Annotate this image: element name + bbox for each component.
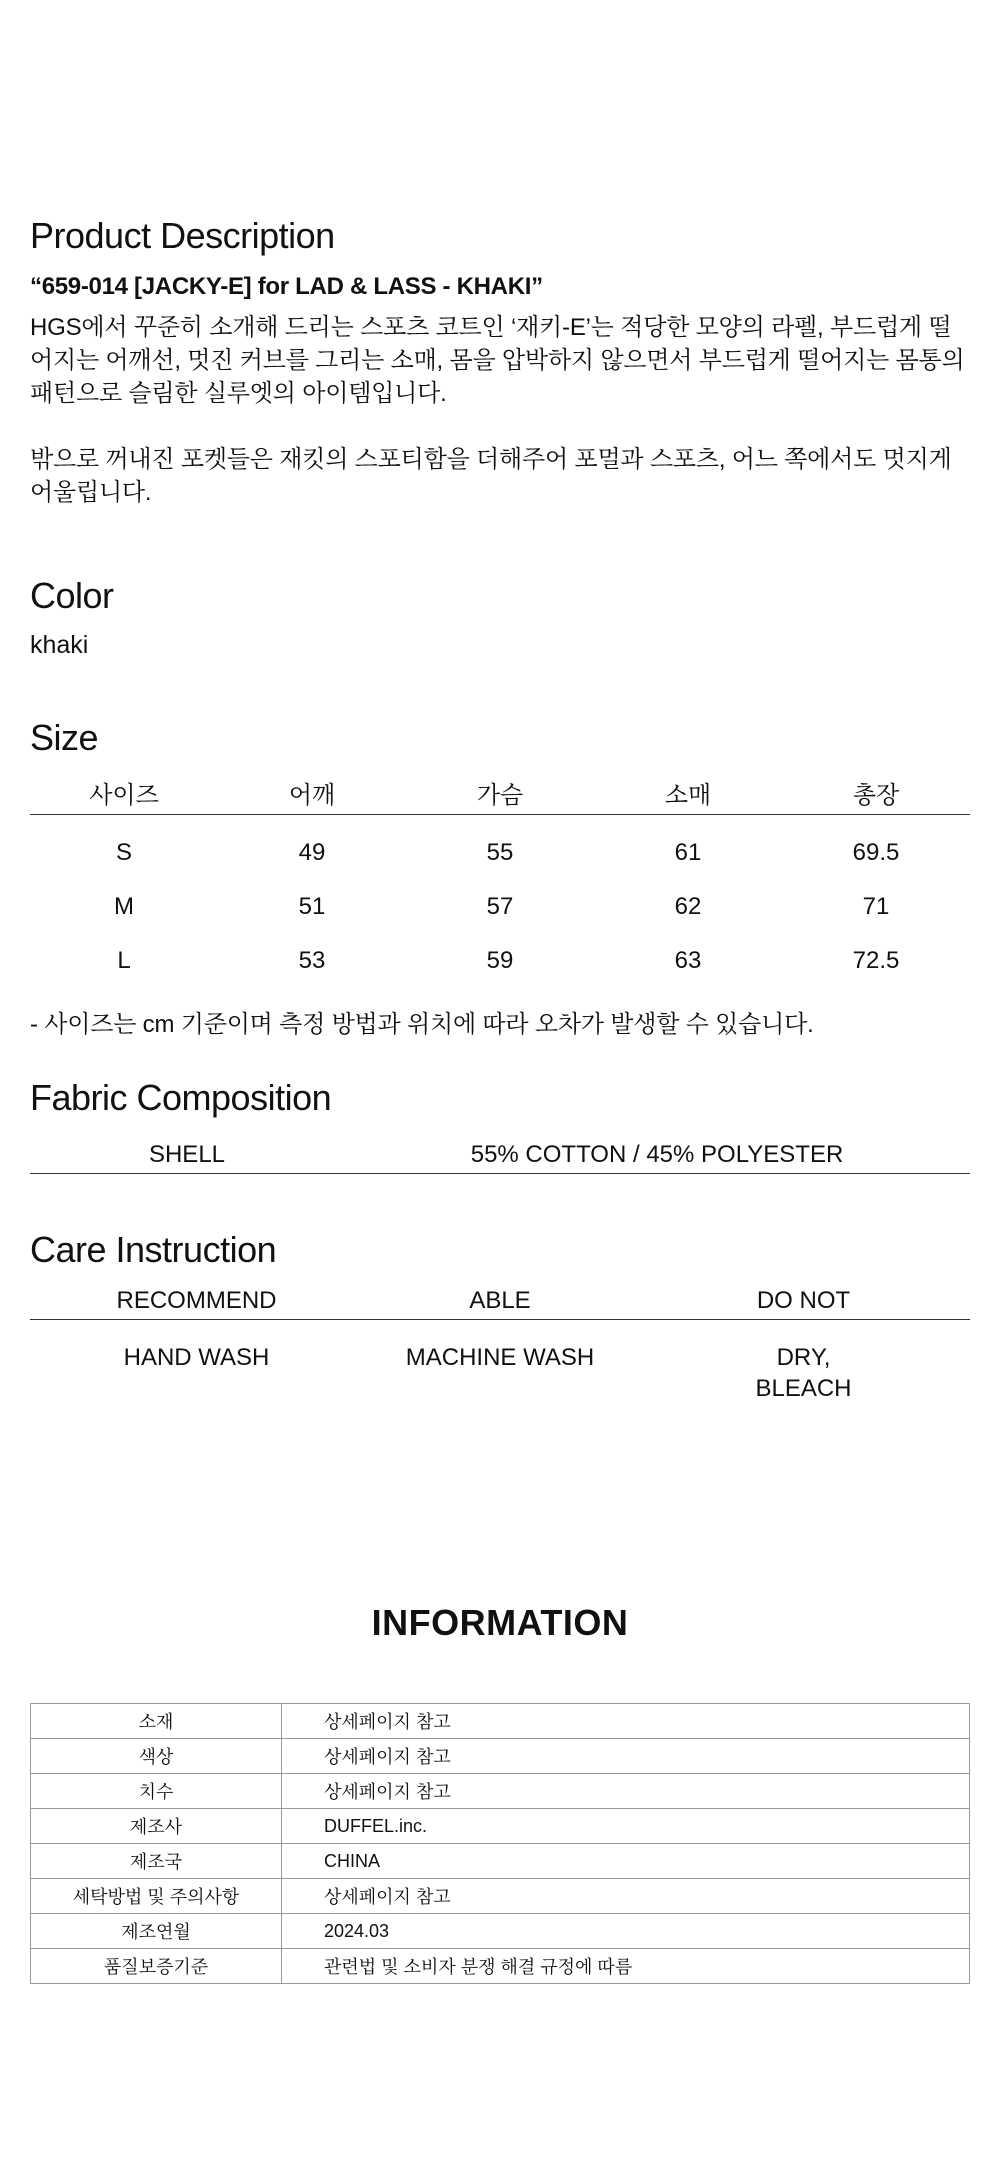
description-paragraph-2: 밖으로 꺼내진 포켓들은 재킷의 스포티함을 더해주어 포멀과 스포츠, 어느 쪽에서도 멋지게 어울립니다. [30, 446, 952, 506]
care-section [30, 1229, 970, 1405]
size-note: - 사이즈는 cm 기준이며 측정 방법과 위치에 따라 오차가 발생할 수 있습니다. [30, 1011, 814, 1038]
info-value: DUFFEL.inc. [282, 1809, 970, 1844]
table-row [31, 1844, 970, 1879]
table-row [30, 934, 970, 988]
care-col-header: RECOMMEND [30, 1287, 363, 1320]
info-value: 상세페이지 참고 [282, 1739, 970, 1774]
info-value: 상세페이지 참고 [282, 1704, 970, 1739]
fabric-label: SHELL [30, 1135, 344, 1174]
table-row [31, 1914, 970, 1949]
product-description-section [30, 215, 970, 509]
table-cell: 51 [298, 893, 326, 920]
size-header-row [30, 775, 970, 815]
info-key: 제조사 [31, 1809, 282, 1844]
care-table [30, 1287, 970, 1405]
care-donot-value [637, 1320, 970, 1406]
care-donot-line: BLEACH [755, 1375, 852, 1402]
table-cell: 59 [486, 947, 514, 974]
table-row [31, 1704, 970, 1739]
table-cell: 63 [674, 947, 702, 974]
info-key: 제조국 [31, 1844, 282, 1879]
info-value: CHINA [282, 1844, 970, 1879]
table-cell: M [114, 893, 134, 920]
table-cell: 57 [486, 893, 514, 920]
care-header-row [30, 1287, 970, 1320]
color-heading: Color [30, 575, 114, 616]
care-col-header: DO NOT [637, 1287, 970, 1320]
table-row [31, 1739, 970, 1774]
fabric-section [30, 1077, 970, 1174]
table-cell: L [117, 947, 131, 974]
table-cell: 62 [674, 893, 702, 920]
table-row [31, 1879, 970, 1914]
info-value: 상세페이지 참고 [282, 1774, 970, 1809]
info-key: 세탁방법 및 주의사항 [31, 1879, 282, 1914]
color-section [30, 575, 970, 660]
size-section [30, 717, 970, 1039]
info-key: 소재 [31, 1704, 282, 1739]
product-subtitle: “659-014 [JACKY-E] for LAD & LASS - KHAKI” [30, 273, 543, 300]
description-paragraph-1: HGS에서 꾸준히 소개해 드리는 스포츠 코트인 ‘재키-E’는 적당한 모양의 라펠, 부드럽게 떨어지는 어깨선, 멋진 커브를 그리는 소매, 몸을 압박하지 않으면서 부드럽게 떨어지는 몸통의 패턴으로 슬림한 실루엣의 아이템입니다. [30, 314, 965, 407]
info-key: 치수 [31, 1774, 282, 1809]
table-cell: 53 [298, 947, 326, 974]
product-description-heading: Product Description [30, 215, 335, 256]
size-col-header: 총장 [782, 775, 970, 815]
size-col-header: 어깨 [218, 775, 406, 815]
info-value: 상세페이지 참고 [282, 1879, 970, 1914]
table-cell: 69.5 [852, 839, 900, 866]
table-row [31, 1809, 970, 1844]
info-value: 관련법 및 소비자 분쟁 해결 규정에 따름 [282, 1949, 970, 1984]
table-cell: 55 [486, 839, 514, 866]
info-value: 2024.03 [282, 1914, 970, 1949]
care-heading: Care Instruction [30, 1229, 277, 1270]
size-heading: Size [30, 717, 99, 758]
care-donot-line: DRY, [776, 1344, 831, 1371]
info-key: 품질보증기준 [31, 1949, 282, 1984]
table-row [30, 815, 970, 881]
care-recommend-value: HAND WASH [123, 1344, 270, 1371]
table-row [30, 1135, 970, 1174]
info-key: 색상 [31, 1739, 282, 1774]
table-row [30, 880, 970, 934]
information-heading: INFORMATION [371, 1602, 629, 1643]
color-value: khaki [30, 631, 89, 659]
table-cell: 61 [674, 839, 702, 866]
size-col-header: 소매 [594, 775, 782, 815]
table-row [31, 1949, 970, 1984]
table-cell: 72.5 [852, 947, 900, 974]
fabric-value: 55% COTTON / 45% POLYESTER [344, 1135, 970, 1174]
table-cell: 49 [298, 839, 326, 866]
info-key: 제조연월 [31, 1914, 282, 1949]
fabric-table [30, 1135, 970, 1174]
care-col-header: ABLE [363, 1287, 637, 1320]
fabric-heading: Fabric Composition [30, 1077, 332, 1118]
size-table [30, 775, 970, 988]
size-col-header: 가슴 [406, 775, 594, 815]
size-col-header: 사이즈 [30, 775, 218, 815]
table-cell: S [115, 839, 132, 866]
care-able-value: MACHINE WASH [405, 1344, 595, 1371]
table-cell: 71 [862, 893, 890, 920]
table-row [30, 1320, 970, 1406]
information-table [30, 1703, 970, 1984]
table-row [31, 1774, 970, 1809]
